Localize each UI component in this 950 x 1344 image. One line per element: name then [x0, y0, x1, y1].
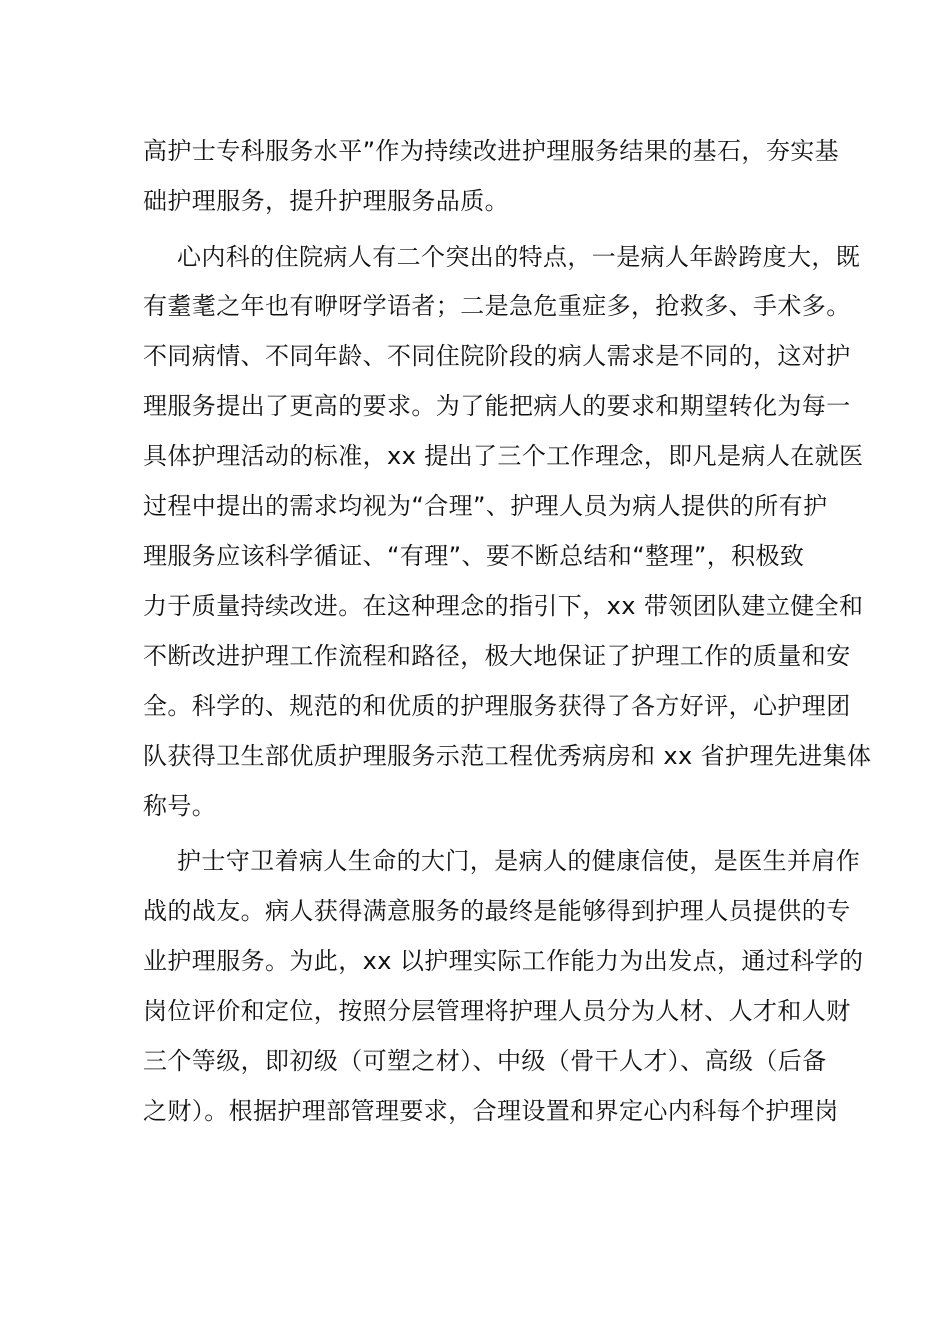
text-line: 心内科的住院病人有二个突出的特点，一是病人年龄跨度大，既	[177, 243, 861, 271]
text-line: 战的战友。病人获得满意服务的最终是能够得到护理人员提供的专	[143, 897, 851, 925]
text-line: 队获得卫生部优质护理服务示范工程优秀病房和 xx 省护理先进集体	[143, 742, 872, 770]
text-line: 理服务应该科学循证、“有理”、要不断总结和“整理”，积极致	[143, 542, 805, 570]
text-line: 具体护理活动的标准，xx 提出了三个工作理念，即凡是病人在就医	[143, 442, 864, 470]
text-line: 力于质量持续改进。在这种理念的指引下，xx 带领团队建立健全和	[143, 592, 864, 620]
text-line: 理服务提出了更高的要求。为了能把病人的要求和期望转化为每一	[143, 392, 851, 420]
text-line: 过程中提出的需求均视为“合理”、护理人员为病人提供的所有护	[143, 492, 828, 520]
text-line: 有耋耄之年也有咿呀学语者；二是急危重症多，抢救多、手术多。	[143, 292, 851, 320]
text-line: 业护理服务。为此，xx 以护理实际工作能力为出发点，通过科学的	[143, 947, 864, 975]
text-line: 称号。	[143, 792, 217, 820]
text-line: 不断改进护理工作流程和路径，极大地保证了护理工作的质量和安	[143, 642, 851, 670]
text-line: 三个等级，即初级（可塑之材）、中级（骨干人才）、高级（后备	[143, 1047, 827, 1075]
text-line: 不同病情、不同年龄、不同住院阶段的病人需求是不同的，这对护	[143, 342, 851, 370]
text-line: 高护士专科服务水平”作为持续改进护理服务结果的基石，夯实基	[143, 137, 840, 165]
text-line: 护士守卫着病人生命的大门，是病人的健康信使，是医生并肩作	[177, 847, 861, 875]
text-line: 之财）。根据护理部管理要求，合理设置和界定心内科每个护理岗	[143, 1097, 839, 1125]
text-line: 全。科学的、规范的和优质的护理服务获得了各方好评，心护理团	[143, 692, 851, 720]
text-line: 岗位评价和定位，按照分层管理将护理人员分为人材、人才和人财	[143, 997, 851, 1025]
text-line: 础护理服务，提升护理服务品质。	[143, 187, 509, 215]
